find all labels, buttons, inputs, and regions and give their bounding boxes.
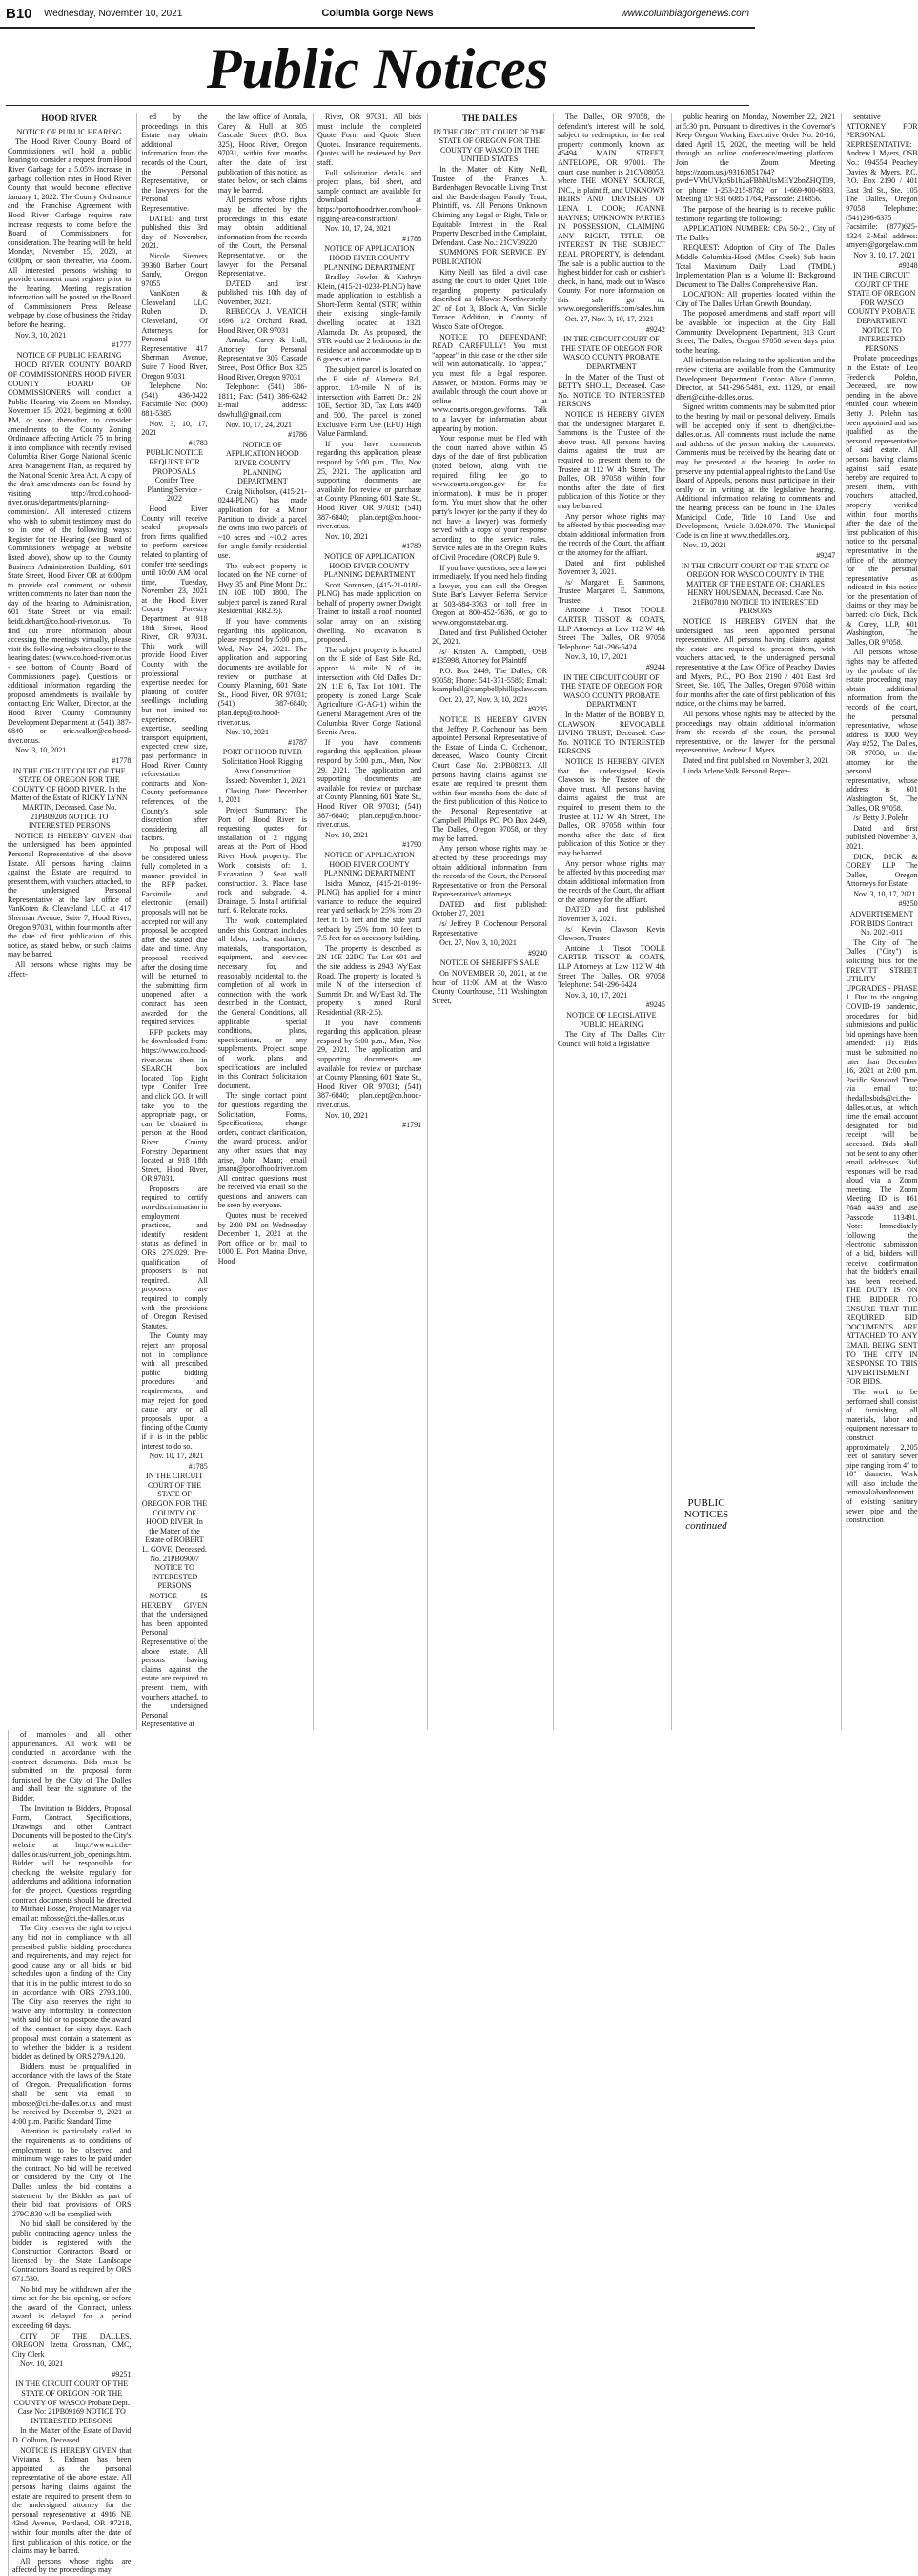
notice-paragraph: public hearing on Monday, November 22, 2021 at 5:30 pm. Pursuant to directives in the Governor's Keep Oregon Working Executive Order No. 20-16, dated April 15, 2020, the meeting will be held through an online conference/meeting platform. Join the Zoom Meeting https://zoom.us/j/93160851764?pwd=VVhUVkpSb1h2aFBhbUtsMEY2bnZHQT09, or phone 1-253-215-8782 or 1-669-900-6833. Meeting ID: 931 6085 1764, Passcode: 216856. [675,113,836,204]
notice-caption: IN THE CIRCUIT COURT OF THE STATE OF OREGON FOR WASCO COUNTY IN THE MATTER OF THE ESTATE OF: CHARLES HENRY HOUSEMAN, Deceased. Case No. 21PB07810 NOTICE TO INTERESTED PERSONS [681,561,830,616]
notice-paragraph: Probate proceedings in the Estate of Leo Frederick Polehn, Deceased, are now pending in the above entitled court wherein Betty J. Polehn has been appointed and has qualified as the personal representative of said estate. All persons having claims against said estate hereby are required to present them, with vouchers attached, properly verified within four months after the date of the first publication of this notice to the personal representative in the office of the attorney for the personal representative as indicated in this notice for the presentation of claims or they may be barred: c/o Dick, Dick & Corey, LLP, 601 Washington, The Dalles, OR 97058. [846,354,918,647]
ad-number: #1788 [402,234,422,243]
notice-paragraph: Telephone: (541) 386-1811; Fax: (541) 386-6242 E-mail address: dswhull@gmail.com [217,382,308,419]
notice-paragraph: In the Matter of: Kitty Neill, Trustee of the Frances A. Bardenhagen Revocable Living Trust and the Bardenhagen Family Trust, Plaintiff, vs. All Persons Unknown Claiming any Legal or Right, Title or Equitable Interest in the Real Property Described in the Complaint, Defendant. Case No.: 21CV39220 [432,164,547,247]
notice-paragraph: NOTICE IS HEREBY GIVEN that the undersigned has been appointed personal representative. All persons having claims against the estate are required to present them, with vouchers attached, to the undersigned personal representative at the Law Office of Peachey Davies and Myers, P.C., PO Box 2190 / 401 East 3rd Street, Ste. 105, The Dalles, Oregon 97058 within four months after the date of first publication of this notice, or the claims may be barred. [675,617,836,709]
continued-marker [673,1497,740,1532]
ad-number: #1785 [188,1461,208,1471]
notices-columns [8,113,918,2575]
notice-caption: NOTICE OF LEGISLATIVE PUBLIC HEARING [566,1011,657,1029]
notice-column [136,113,207,1730]
notice-paragraph: If you have comments regarding this application, please respond by 5:00 p.m., Thu, Nov 25, 2021. The application and supporting documents are available for review or purchase at County Planning, 601 State St., Hood River, OR 97031; (541) 387-6840; plan.dept@co.hood-river.or.us. [317,439,422,531]
notice-paragraph: /s/ Kristen A. Campbell, OSB #135998, Attorney for Plaintiff [432,647,547,666]
column-heading: HOOD RIVER [41,113,98,123]
notice-paragraph: Signed written comments may be submitted prior to the hearing by mail or personal delivery. Emails will be accepted only if sent to dhert@ci.the-dalles.or.us. All comments must include the name and address of the person making the comments. Comments must be received by the hearing date or may be presented at the hearing. In order to preserve any potential appeal rights to the Land Use Board of Appeals, persons must participate in their orally or in writing at the legislative hearing. Additional information relating to comments and the hearing process can be found in The Dalles Municipal Code, Title 10 Land Use and Development, Article 3.020.070. The Municipal Code is on line at www.thedalles.org. [675,402,836,540]
notice-paragraph: The Dalles, OR 97058, the defendant's interest will be sold, subject to redemption, in the real property commonly known as: 45494 MAIN STREET, ANTELOPE, OR 97001. The court case number is 21CV08053, where THE MONEY SOURCE, INC., is plaintiff, and UNKNOWN HEIRS AND DEVISEES OF LENA I. COOK; JOANNE HAYNES; UNKNOWN PARTIES IN POSSESSION, CLAIMING ANY RIGHT, TITLE, OR INTEREST IN THE SUBJECT REAL PROPERTY, is defendant. The sale is a public auction to the highest bidder for cash or cashier's check, in hand, made out to Wasco County. For more information on this sale go to: www.oregonsheriffs.com/sales.htm [557,113,665,314]
notice-paragraph: No proposal will be considered unless fully completed in a manner provided in the RFP packet. Facsimile and electronic (email) proposals will not be accepted nor will any proposal be accepted after the stated due date and time. Any proposal received after the closing time will be returned to the submitting firm unopened after a contract has been awarded for the required services. [141,843,208,1027]
ad-number: #9251 [112,2369,132,2379]
website-link[interactable]: www.columbiagorgenews.com [621,9,749,19]
notice-paragraph: The subject parcel is located on the E side of Alameda Rd., approx. 1/3-mile N of its intersection with Barrett Dr.: 2N 10E, Section 3D, Tax Lots #400 and 500. The parcel is zoned Exclusive Farm Use (EFU) High Value Farmland. [317,365,422,439]
ad-number: #1791 [402,1121,422,1130]
notice-paragraph: sentative ATTORNEY FOR PERSONAL REPRESENTATIVE: Andrew J. Myers, OSB No.: 094554 Peachey Davies & Myers, P.C. P.O. Box 2190 / 401 East 3rd St., Ste. 105 The Dalles, Oregon 97058 Telephone: (541)296-6375 Facsimile: (877)625-4324 E-Mail address: amyers@gorgelaw.com [846,113,918,250]
notice-paragraph: The work to be performed shall consist of furnishing all materials, labor and equipment necessary to construct approximately 2,205 feet of sanitary sewer pipe ranging from 4" to 10" diameter. Work will also include the removal/abandonment of existing sanitary sewer pipe and the construction [846,1387,918,1525]
notice-paragraph: The Invitation to Bidders, Proposal Form, Contract, Specifications, Drawings and other Contract Documents will be posted to the City's website at http://www.ci.the-dalles.or.us/current_job_openings.htm. Bidder will be responsible for checking the website regularly for addendums and additional information for the project. Questions regarding contract documents should be directed to Michael Bosse, Project Manager via email at: mbosse@ci.the-dalles.or.us [12,1803,132,1923]
notice-paragraph: On NOVEMBER 30, 2021, at the hour of 11:00 AM at the Wasco County Courthouse, 511 Washington Street, [432,969,547,1005]
notice-paragraph: APPLICATION NUMBER: CPA 50-21, City of The Dalles [675,224,836,242]
notice-paragraph: HOOD RIVER COUNTY BOARD OF COMMISSIONERS HOOD RIVER COUNTY BOARD OF COMMISSIONERS will conduct a Public Hearing via Zoom on Monday, November 15, 2021, beginning at 6:00 PM, or soon thereafter, to consider amendments to the County Zoning Ordinance affecting Article 75 to bring it into compliance with recently revised Columbia River Gorge National Scenic Area Management Plan, as required by the National Scenic Area Act. A copy of the draft amendments can be found by visiting http://hrcd.co.hood-river.or.us/departments/planning-commission/. All interested citizens who wish to submit testimony must do so in one of the following ways: Register for the Hearing (see Board of Commissioners webpage at website listed above), show up to the County Business Administration Building, 601 State Street, Hood River OR at 6:00pm to provide oral comment, or submit written comments no later than noon the day of the hearing to Administration, 601 State Street or via email: heidi.dehart@co.hood-river.or.us. To find out more information about accessing the meetings virtually, please visit the following websites closer to the hearing dates: (www.co.hood-river.or.us - see bottom of County Board of Commissioners page). Questions or additional information regarding the proposed amendments is available by contacting Eric Walker, Director, at the Hood River County Community Development Department at (541) 387-6840 or eric.walker@co.hood-river.or.us. [8,361,132,745]
section-title: Public Notices [206,37,549,100]
continued-label: PUBLIC NOTICES [683,1497,729,1520]
notice-paragraph: Issued: November 1, 2021 [225,776,307,786]
notice-caption: NOTICE OF APPLICATION HOOD RIVER COUNTY PLANNING DEPARTMENT [323,551,416,580]
notice-paragraph: In the Matter of the BOBBY D. CLAWSON REVOCABLE LIVING TRUST, Deceased. Case No. NOTICE TO INTERESTED PERSONS [557,711,665,756]
notice-caption: IN THE CIRCUIT COURT OF THE STATE OF OREGON FOR THE COUNTY OF HOOD RIVER. In the Matter of the Estate of RICKY LYNN MARTIN, Deceased. Case No. 21PB09208 NOTICE TO INTERESTED PERSONS [10,766,128,831]
notice-caption: NOTICE OF APPLICATION HOOD RIVER COUNTY PLANNING DEPARTMENT [323,244,416,272]
ad-number: #9248 [898,260,918,270]
notice-caption: IN THE CIRCUIT COURT OF THE STATE OF OREGON FOR THE COUNTY OF WASCO Probate Dept. Case No: 21PB09169 NOTICE TO INTERESTED PERSONS [13,2380,130,2425]
notice-caption: PUBLIC NOTICE REQUEST FOR PROPOSALS Conifer Tree Planting Service - 2022 [146,448,203,504]
notice-paragraph: Quotes must be received by 2:00 PM on Wednesday December 1, 2021 at the Port office or by mail to 1000 E. Port Marina Drive, Hood [217,1211,308,1267]
ad-number: #9250 [898,899,918,909]
notice-paragraph: CITY OF THE DALLES, OREGON Izetta Grossman, CMC, City Clerk [12,2331,132,2359]
notice-caption: NOTICE OF PUBLIC HEARING [16,350,122,360]
notice-caption: NOTICE OF PUBLIC HEARING [16,127,122,136]
notice-paragraph: Project Summary: The Port of Hood River is requesting quotes for installation of 2 rigging areas at the Port of Hood River Hook property. The Work consists of: 1. Excavation 2. Seat wall construction. 3. Place base rock and subgrade. 4. Drainage. 5. Install artificial turf. 6. Relocate rocks. [217,805,308,916]
notice-paragraph: All persons whose rights may be affected by the proceedings in this estate may obtain additional information from the records of the Court, the Personal Representative, or the lawyer for the Personal Representative. [217,196,308,278]
notice-paragraph: /s/ Margaret E. Sammons, Trustee Margaret E. Sammons, Trustee [557,577,665,605]
notice-paragraph: The City of The Dalles City Council will hold a legislative [557,1030,665,1048]
notice-paragraph: Dated and first Published October 20, 2021. [432,628,547,647]
ad-number: #9244 [645,663,665,672]
notice-paragraph: The work contemplated under this Contract includes all labor, tools, machinery, materials, transportation, equipment, and services necessary for, and reasonably incidental to, the completion of all work in connection with the work described in the Contract, the General Conditions, all applicable special conditions, plans, specifications, or any supplements. Project scope of work, plans and specifications are included in this Contract Solicitation document. [217,917,308,1090]
notice-paragraph: Craig Nicholson, (415-21-0244-PLNG) has made application for a Minor Partition to divide a parcel fie owns into two parcels of ~10 acres and ~10.2 acres for single-family residential use. [217,486,308,560]
notice-paragraph: Nov. 3, 10, 2021 [15,746,67,755]
notice-paragraph: Dated and first published November 3, 2021. [846,823,918,851]
notice-paragraph: Nov. 3, 10, 2021 [15,330,67,340]
notice-paragraph: Annala, Carey & Hull, Attorney for Personal Representative 305 Cascade Street, Post Office Box 325 Hood River, Oregon 97031 [217,336,308,381]
notice-paragraph: Nov. 10, 17, 2021 [149,1452,204,1461]
page-number: B10 [6,6,32,22]
notice-paragraph: No bid may be withdrawn after the time set for the bid opening, or before the award of the Contract, unless award is delayed for a period exceeding 60 days. [12,2284,132,2330]
notice-paragraph: The property is described as 2N 10E 22DC Tax Lot 601 and the site address is 2943 Wy'East Road. The property is located ¼ mile N of the intersection of Summit Dr. and Wy'East Rd. The property is zoned Rural Residential (RR-2.5). [317,943,422,1017]
notice-paragraph: NOTICE IS HEREBY GIVEN that the undersigned Kevin Clawson is the Trustee of the above trust. All persons having claims against the trust are required to present them to the Trustee at 112 W 4th Street, The Dalles, OR 97058 within four months after the date of first publication of this Notice or they may be barred. [557,756,665,857]
notice-paragraph: If you have comments regarding this application, please respond by 5:00 p.m., Wed, Nov 24, 2021. The application and supporting documents are available for review or purchase at County Planning, 601 State St., Hood River, OR 97031; (541) 387-6840; plan.dept@co.hood-river.or.us. [217,617,308,727]
notice-paragraph: Attention is particularly called to the requirements as to conditions of employment to be observed and minimum wage rates to be paid under the contract. No bid will be received or considered by the City of The Dalles unless the bid contains a statement by the Bidder as part of their bid that provisions of ORS 279C.830 will be complied with. [12,2127,132,2218]
notice-paragraph: If you have comments regarding this application, please respond by 5:00 p.m., Mon, Nov 29, 2021. The application and supporting documents are available for review or purchase at County Planning, 601 State St., Hood River, OR 97031; (541) 387-6840; plan.dept@co.hood-river.or.us. [317,737,422,830]
notice-paragraph: NOTICE IS HEREBY GIVEN that the undersigned Margaret E. Sammons is the Trustee of the above trust. All persons having claims against the trust are required to present them to the Trustee at 112 W 4th Street, The Dalles, OR 97058 within four months after the date of first publication of this Notice or they may be barred. [557,410,665,510]
notice-paragraph: Dated and first published November 3, 2021. [557,558,665,577]
ad-number: #9245 [645,1000,665,1010]
notice-caption: PORT OF HOOD RIVER Solicitation Hook Rigging Area Construction [222,748,303,775]
notice-paragraph: All persons whose rights may be affect- [8,960,132,979]
notice-column [553,113,665,1730]
notice-paragraph: Any person whose rights may be affected by this proceeding may obtain additional information from the records of the Court, the affiant or the attorney for the affiant. [557,858,665,904]
notice-paragraph: RFP packets may be downloaded from: https://www.co.hood-river.or.us then in SEARCH box located Top Right type Conifer Tree and click GO. It will take you to the appropriate page, or can be obtained in person at the Hood River County Forestry Department located at 918 18th Street, Hood River, OR 97031. [141,1027,208,1184]
notice-caption: NOTICE OF APPLICATION HOOD RIVER COUNTY PLANNING DEPARTMENT [226,440,299,486]
notice-paragraph: Nov. 10, 2021 [20,2360,64,2369]
ad-number: #1777 [112,340,132,350]
notice-paragraph: The City reserves the right to reject any bid not in compliance with all prescribed public bidding procedures and requirements, and may reject for good cause any or all bids or bid schedules upon a finding of the City that it is in the public interest to do so in accordance with ORS 279B.100. The City also reserves the right to waive any informality in connection with said bid or to postpone the award of the contract for sixty days. Each proposal must contain a statement as to whether the bidder is a resident bidder as defined by ORS 279A.120. [12,1924,132,2061]
notice-paragraph: All persons whose rights may be affected by the probate of the estate proceeding may obtain additional information from the records of the court, the personal representative, whose address is 1000 Wey Way #252, The Dalles, OR 97058, or the attorney for the personal representative, whose address is 601 Washington St, The Dalles, OR 97058. [846,648,918,813]
notice-paragraph: Nov. 3, 10, 17, 2021 [853,889,916,898]
notice-paragraph: The single contact point for questions regarding the Solicitation, Forms, Specifications, change orders, contract clarification, the award process, and/or any other issues that may arise, John Mann; email jmann@portofhoodriver.com All contract questions must be received via email so the questions and answers can be seen by everyone. [217,1091,308,1210]
notice-paragraph: Nov. 10, 2021 [683,541,727,550]
notice-paragraph: In the Matter of the Trust of: BETTY SHOLL, Deceased. Case No. NOTICE TO INTERESTED PERSONS [557,372,665,409]
notice-paragraph: the law office of Annala, Carey & Hull at 305 Cascade Street (P.O. Box 325), Hood River, Oregon 97031, within four months after the date of first publication of this notice, as stated below, or such claims may be barred. [217,113,308,195]
notice-paragraph: Full solicitation details and project plans, bid sheet, and sample contract are available for download at https://portofhoodriver.com/hook-rigging-area-construction/. [317,168,422,223]
notice-paragraph: All persons whose rights may be affected by the proceedings may obtain additional information from the records of the court, the personal representative, or the lawyer for the personal representative, Andrew J. Myers. [675,710,836,755]
notice-paragraph: The Hood River County Board of Commissioners will hold a public hearing to consider a request from Hood River Garbage for a 5.05% increase in garbage collection rates in Hood River County that would become effective January 1, 2022. The County Ordinance and the Franchise Agreement with Hood River Garbage requires rate increase requests to come before the Board of Commissioners for consideration. The hearing will be held Monday, November 15, 2020, at 6:00pm, or soon thereafter, via Zoom. All interested persons wishing to provide comment must register prior to the hearing. Meeting registration information will be posted on the Board of Commissioners Press Release webpage by close of business the Friday before the hearing. [8,137,132,330]
notice-paragraph: NOTICE IS HEREBY GIVEN that the undersigned has been appointed Personal Representative of the above Estate. All persons having claims against the Estate are required to present them, with vouchers attached, to the undersigned Personal Representative at the law office of VanKoten & Cleaveland LLC at 417 Sherman Avenue, Suite 7, Hood River, Oregon 97031, within four months after the date of first publication of this notice, as stated below, or such claims may be barred. [8,831,132,959]
notice-column [427,113,547,1730]
notice-paragraph: The proposed amendments and staff report will be available for inspection at the City Hall Community Development Department, 313 Court Street, The Dalles, Oregon 97058 seven days prior to the hearing. [675,309,836,355]
notice-paragraph: REBECCA J. VEATCH 1696 1/2 Orchard Road, Hood River, OR 97031 [217,307,308,335]
notice-paragraph: LOCATION: All properties located within the City of The Dalles Urban Growth Boundary. [675,290,836,308]
notice-column [8,113,131,1730]
notice-paragraph: Bradley Fowler & Kathryn Klein, (415-21-0233-PLNG) have made application to establish a Short-Term Rental (STR) within their existing single-family dwelling located at 1321 Alameda Dr. As proposed, the STR would use 2 bedrooms in the residence and accommodate up to 6 guests at a time. [317,273,422,364]
notice-paragraph: The purpose of the hearing is to receive public testimony regarding the following: [675,204,836,223]
notice-paragraph: The City of The Dalles ("City") is soliciting bids for the TREVITT STREET UTILITY UPGRADES - PHASE 1. Due to the ongoing COVID-19 pandemic, procedures for bid submissions and public bid openings have been amended: (1) Bids must be submitted no later than December 16, 2021 at 2:00 p.m. Pacific Standard Time via email to: thedallesbids@ci.the-dalles.or.us, at which time the email account designated for bid receipt will be accessed. Bids shall not be sent to any other email addresses. Bid responses will be read aloud via a Zoom meeting. The Zoom Meeting ID is 861 7648 4439 and use Passcode 113491. Note: Immediately following the electronic submission of a bid, bidders will receive confirmation that the bidder's email has been received. THE DUTY IS ON THE BIDDER TO ENSURE THAT THE REQUIRED BID DOCUMENTS ARE ATTACHED TO ANY EMAIL BEING SENT TO THE CITY IN RESPONSE TO THIS ADVERTISEMENT FOR BIDS. [846,938,918,1387]
notice-paragraph: Linda Arlene Volk Personal Repre- [683,766,790,775]
notice-caption: IN THE CIRCUIT COURT OF THE STATE OF OREGON FOR WASCO COUNTY PROBATE DEPARTMENT [561,335,663,372]
notice-paragraph: DATED and first published this 10th day of November, 2021. [217,278,308,306]
issue-date: Wednesday, November 10, 2021 [44,9,183,19]
notice-paragraph: All persons whose rights are affected by the proceedings may [12,2556,132,2575]
notice-paragraph: Oct. 20, 27, Nov. 3, 10, 2021 [439,694,528,704]
ad-number: #9240 [527,948,547,958]
notice-paragraph: Dated and first published on November 3, 2021 [683,755,829,765]
notice-paragraph: DATED and first published: October 27, 2021 [432,899,547,918]
notice-caption: IN THE CIRCUIT COURT OF THE STATE OF OREGON FOR WASCO COUNTY PROBATE DEPARTMENT NOTICE TO INTERESTED PERSONS [847,271,916,353]
notice-paragraph: In the Matter of the Estate of David D. Colburn, Deceased. [12,2426,132,2445]
notice-caption: IN THE CIRCUIT COURT OF THE STATE OF OREGON FOR THE COUNTY OF WASCO IN THE UNITED STATES [433,127,546,164]
continued-word: continued [685,1520,727,1532]
notice-paragraph: Antoine J. Tissot TOOLE CARTER TISSOT & COATS, LLP Attorneys at Law 112 W 4th Street The Dalles, OR 97058 Telephone: 541-296-5424 [557,606,665,651]
notice-paragraph: of manholes and all other appurtenances. All work will be conducted in accordance with the contract documents. Bids must be submitted on the proposal form furnished by the City of The Dalles and shall bear the signature of the Bidder. [12,1729,132,1803]
notice-paragraph: All information relating to the application and the review criteria are available from the Community Development Department. Contact Alice Cannon, Director, at 541-296-5481, ext. 1129, or email dhert@ci.the-dalles.or.us. [675,356,836,402]
ad-number: #1783 [188,438,208,447]
notice-paragraph: Nov. 10, 17, 24, 2021 [325,224,392,234]
notice-paragraph: /s/ Kevin Clawson Kevin Clawson, Trustee [557,924,665,943]
notice-paragraph: NOTICE IS HEREBY GIVEN that Jeffrey P. Cochenour has been appointed Personal Representative of the Estate of Linda C. Cochenour, deceased, Wasco County Circuit Court Case No. 21PB08213. All persons having claims against the estate are required to present them within four months from the date of the first publication of this Notice to the Personal Representative at Campbell Phillips PC, PO Box 2449, The Dalles, Oregon 97058, or they may be barred. [432,715,547,843]
notice-paragraph: Oct. 27, Nov. 3, 10, 17, 2021 [564,315,654,324]
notice-paragraph: Bidders must be prequalified in accordance with the laws of the State of Oregon. Prequalification forms shall be sent via email to mbosse@ci.the-dalles.or.us and must be received by December 9, 2021 at 4:00 p.m. Pacific Standard Time. [12,2062,132,2126]
notice-paragraph: DATED and first published this 3rd day of November, 2021. [141,214,208,251]
notice-paragraph: Nov. 3, 10, 17, 2021 [853,250,916,259]
page-header [0,0,755,29]
ad-number: #1786 [288,430,308,440]
notice-paragraph: The County may reject any proposal not in compliance with all prescribed public bidding procedures and requirements, and may reject for good cause any or all proposals upon a finding of the County if it is in the public interest to do so. [141,1331,208,1451]
newspaper-name: Columbia Gorge News [321,8,434,19]
notice-column [841,113,917,1730]
notice-paragraph: Nicole Siemers 39360 Barber Court Sandy, Oregon 97055 [141,251,208,288]
notice-paragraph: River, OR 97031. All bids must include the completed Quote Form and Quote Sheet Quotes. Insurance requirements. Quotes will be reviewed by Port staff. [317,113,422,167]
title-divider [6,105,749,106]
column-heading: THE DALLES [461,113,518,123]
notice-caption: IN THE CIRCUIT COURT OF THE STATE OF OREGON FOR THE COUNTY OF HOOD RIVER. In the Matter of the Estate of ROBERT L. GOVE, Deceased. No. 21PB09007 NOTICE TO INTERESTED PERSONS [141,1472,208,1591]
ad-number: #1787 [288,737,308,747]
notice-caption: NOTICE OF APPLICATION HOOD RIVER COUNTY PLANNING DEPARTMENT [323,850,416,878]
ad-number: #1789 [402,542,422,551]
notice-paragraph: If you have comments regarding this application, please respond by 5:00 p.m., Mon, Nov 29, 2021. The application and supporting documents are available for review or purchase at County Planning, 601 State St., Hood River, OR 97031; (541) 387-6840; plan.dept@co.hood-river.or.us. [317,1018,422,1109]
notice-paragraph: Nov. 3, 10, 17, 2021 [141,419,208,438]
notice-paragraph: Nov. 10, 2021 [325,531,369,541]
ad-number: #9242 [645,324,665,334]
notice-paragraph: Telephone No: (541) 436-3422 Facsimile No: (800) 881-5385 [141,381,208,418]
notice-paragraph: No bid shall be considered by the public contracting agency unless the bidder is registered with the Construction Contractors Board or licensed by the State Landscape Contractors Board as required by ORS 671.530. [12,2219,132,2283]
notice-paragraph: DICK, DICK & COREY LLP The Dalles, Oregon Attorneys for Estate [846,852,918,889]
notice-paragraph: Nov. 3, 10, 17, 2021 [564,652,628,662]
notice-paragraph: Proposers are required to certify non-discrimination in employment practices, and identify resident status as defined in ORS 279.029. Pre-qualification of proposers is not required. All proposers are required to comply with the provisions of Oregon Revised Statutes. [141,1184,208,1330]
notice-paragraph: NOTICE IS HEREBY GIVEN that the undersigned has been appointed Personal Representative of the above estate. All persons having claims against the estate are required to present them, with vouchers attached, to the undersigned Personal Representative at [141,1592,208,1729]
notice-paragraph: Scott Sorensen, (415-21-0188-PLNG) has made application on behalf of property owner Dwight Trainer to install a roof mounted solar array on an existing dwelling. No excavation is proposed. [317,580,422,645]
notice-paragraph: Isidra Munoz, (415-21-0199-PLNG) has applied for a minor variance to reduce the required rear yard setback by 25% from 20 feet to 15 feet and the side yard setback by 25% from 10 feet to 7.5 feet for an accessory building. [317,878,422,943]
notice-paragraph: Nov. 10, 17, 24, 2021 [225,420,292,429]
notice-paragraph: Any person whose rights may be affected by this proceeding may obtain additional information from the records of the Court, the affiant or the attorney for the affiant. [557,511,665,557]
notice-paragraph: P.O. Box 2449, The Dalles, OR 97058; Phone: 541-371-5585; Email: kcampbell@campbellphillipslaw.com [432,667,547,694]
notice-caption: ADVERTISEMENT FOR BIDS Contract No. 2021-011 [849,910,914,938]
notice-paragraph: Kitty Neill has filed a civil case asking the court to order Quiet Title regarding property particularly described as follows: Northwesterly 20' of Lot 3, Block A, Van Sickle Terrace Addition, in County of Wasco State of Oregon. [432,267,547,332]
notice-paragraph: Hood River County will receive sealed proposals from firms qualified to perform services related to planting of conifer tree seedlings until 10:00 AM local time, Tuesday, November 23, 2021 at the Hood River County Forestry Department at 918 18th Street, Hood River, OR 97031. This work will provide Hood River County with the professional expertise needed for planting of conifer seedlings including but not limited to: experience, expertise, seedling transport equipment, expected crew size, past performance in Hood River County reforestation contracts and Non-County performance references, of the County's sole discretion after considering all factors. [141,504,208,843]
notice-paragraph: /s/ Jeffrey P. Cochenour Personal Representative [432,919,547,938]
notice-paragraph: /s/ Betty J. Polehn [853,814,909,823]
ad-number: #9235 [527,705,547,714]
notice-paragraph: The subject property is located on the NE corner of Hwy 35 and Pine Mont Dr.: 1N 10E 10D 1800. The subject parcel is zoned Rural Residential (RR2.½). [217,561,308,616]
notice-paragraph: ed by the proceedings in this Estate may obtain additional information from the records of the Court, the Personal Representative, or the lawyers for the Personal Representative. [141,113,208,213]
notice-paragraph: Nov. 10, 2021 [325,1110,369,1120]
notice-paragraph: VanKoten & Cleaveland LLC Ruben D. Cleaveland, Of Attorneys for Personal Representative 417 Sherman Avenue, Suite 7 Hood River, Oregon 97031 [141,289,208,381]
notice-paragraph: DATED and first published November 3, 2021. [557,905,665,924]
notice-paragraph: Oct. 27, Nov. 3, 10, 2021 [439,938,517,948]
notice-paragraph: NOTICE IS HEREBY GIVEN that Vivianna S. Erdman has been appointed as the personal representative of the above estate. All persons having claims against the estate are required to present them to the undersigned attorney for the personal representative at 4916 NE 42nd Avenue, Portland, OR 97218, within four months after the date of first publication of this notice, or the claims may be barred. [12,2445,132,2556]
notice-column [8,1730,131,2576]
notice-paragraph: Any person whose rights may be affected by these proceedings may obtain additional information from the records of the Court, the Personal Representative or from the Personal Representative's attorneys. [432,844,547,899]
notice-paragraph: Your response must be filed with the court named above within 45 days of the date of first publication (noted below), along with the required filing fee (go to www.courts.oregon.gov for fee information). It must be in proper form. You must show that the other party's lawyer (or the party if they do not have a lawyer) was formerly served with a copy of your response according to the service rules. Service rules are in the Oregon Rules of Civil Procedure (ORCP) Rule 9. [432,434,547,562]
notice-paragraph: Antoine J. Tissot TOOLE CARTER TISSOT & COATS, LLP Attorneys at Law 112 W 4th Street The Dalles, OR 97058 Telephone: 541-296-5424 [557,943,665,990]
ad-number: #9247 [816,550,836,560]
notice-paragraph: Nov. 10, 2021 [325,830,369,839]
ad-number: #1790 [402,840,422,850]
notice-paragraph: The subject property is located on the E side of East Side Rd., approx. ¼ mile N of its intersection with Old Dalles Dr.: 2N 11E 6, Tax Lot 1001. The property is zoned Large Scale Agriculture (G-AG-1) within the General Management Area of the Columbia River Gorge National Scenic Area. [317,645,422,737]
notice-column [671,113,835,1730]
notice-caption: IN THE CIRCUIT COURT OF THE STATE OF OREGON FOR WASCO COUNTY PROBATE DEPARTMENT [561,672,663,710]
notice-paragraph: Nov. 3, 10, 17, 2021 [564,990,628,999]
notice-paragraph: If you have questions, see a lawyer immediately. If you need help finding a lawyer, you can call the Oregon State Bar's Lawyer Referral Service at 503-684-3763 or toll free in Oregon at 800-452-7636, or go to www.oregonstatebar.org. [432,563,547,628]
notice-caption: NOTICE OF SHERIFF'S SALE [439,958,540,968]
notice-paragraph: Nov. 10, 2021 [225,728,269,737]
ad-number: #1778 [112,755,132,765]
notice-paragraph: Closing Date: December 1, 2021 [217,786,308,805]
notice-column [214,113,307,1730]
notice-paragraph: SUMMONS FOR SERVICE BY PUBLICATION [432,248,547,266]
notice-column [313,113,421,1730]
notice-paragraph: REQUEST: Adoption of City of The Dalles Middle Columbia-Hood (Miles Creek) Sub basin Total Maximum Daily Load (TMDL) Implementation Plan as a Volume II: Background Document to The Dalles Comprehensive Plan. [675,243,836,289]
notice-paragraph: NOTICE TO DEFENDANT: READ CAREFULLY! You must "appear" in this case or the other side will win automatically. To "appear," you must file a legal response. Answer, or Motion. Forms may be available through the court above or online at www.courts.oregon.gov/forms. Talk to a lawyer for information about appearing by motion. [432,332,547,433]
